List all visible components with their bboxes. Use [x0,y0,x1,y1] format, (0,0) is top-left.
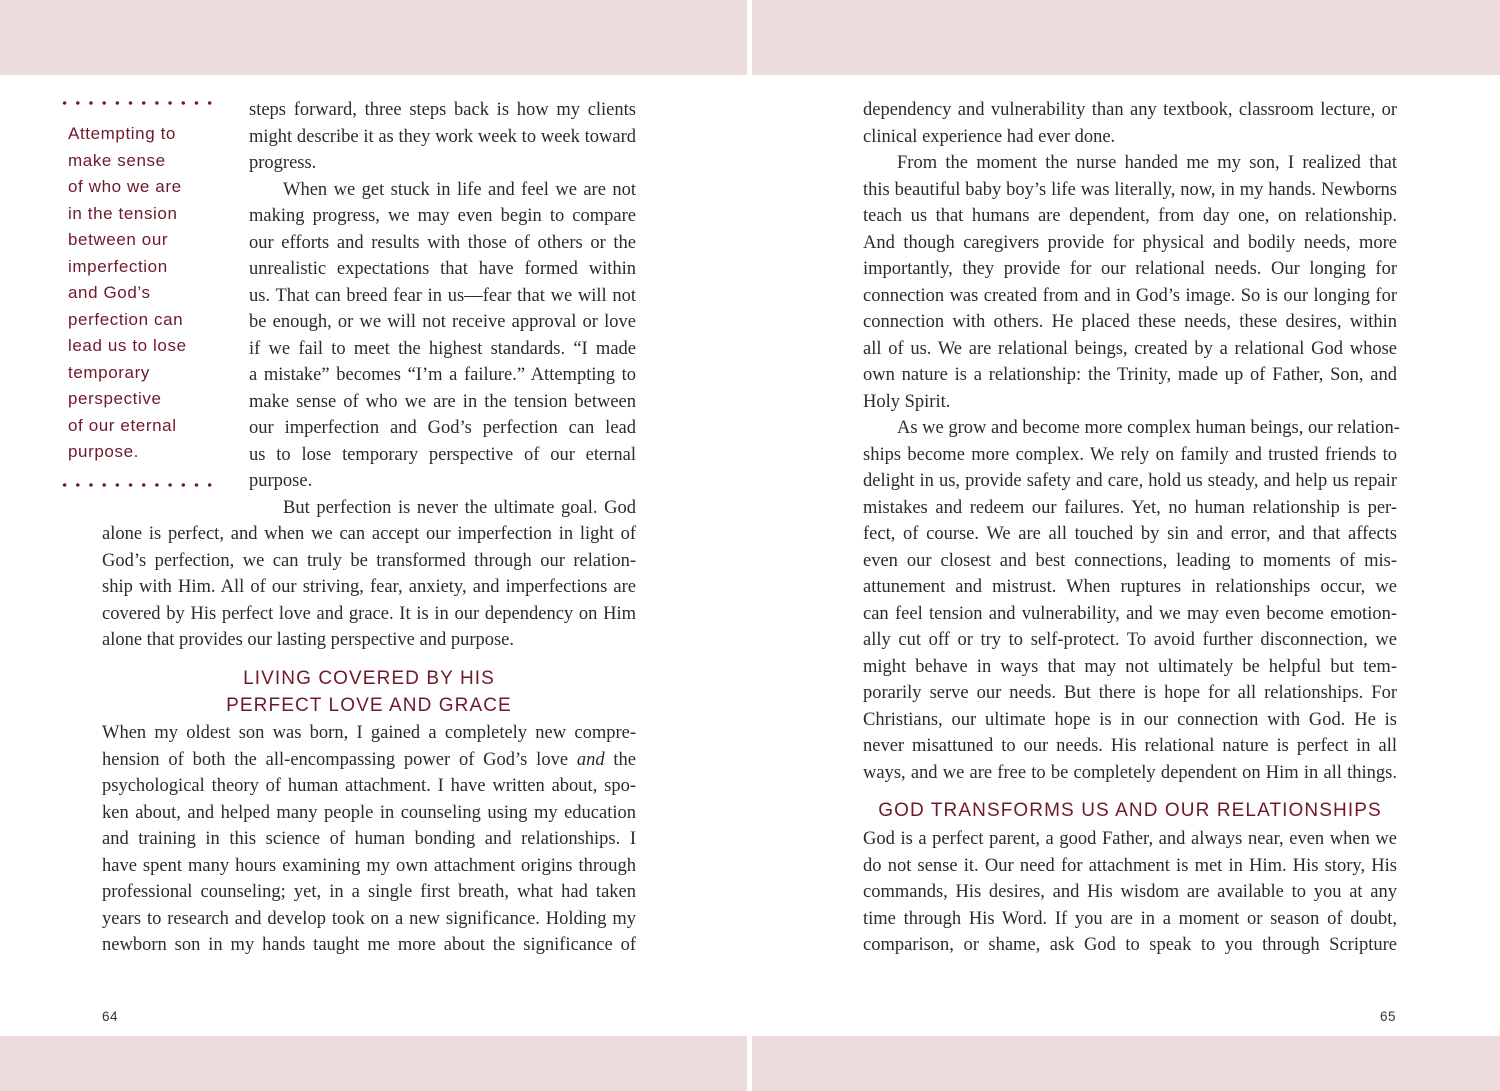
section-heading: LIVING COVERED BY HIS [243,668,495,689]
italic-emphasis: and [576,749,605,770]
body-line: clinical experience had ever done. [863,126,1116,147]
body-line: own nature is a relationship: the Trinity, made up of Father, Son, and [863,365,1397,385]
body-line: And though caregivers provide for physical and bodily needs, more [863,232,1397,253]
body-line: ships become more complex. We rely on family and trusted friends to [863,444,1397,465]
body-line: ship with Him. All of our striving, fear, anxiety, and imperfections are [102,577,636,597]
body-line-text: the [613,749,637,770]
body-line: do not sense it. Our need for attachment is met in Him. His story, His [863,855,1397,876]
body-line: ways, and we are free to be completely dependent on Him in all things. [863,762,1397,783]
pull-quote-line: make sense [68,150,166,170]
body-line: even our closest and best connections, leading to moments of mis- [863,550,1397,571]
body-line: commands, His desires, and His wisdom are available to you at any [863,882,1397,902]
pull-quote-line: and God’s [68,283,151,302]
body-line: making progress, we may even begin to compare [249,206,636,226]
section-heading: GOD TRANSFORMS US AND OUR RELATIONSHIPS [878,800,1382,821]
body-line: unrealistic expectations that have formed within [249,259,636,279]
body-line: As we grow and become more complex human beings, our relation- [897,418,1400,438]
pull-quote-line: between our [68,230,169,249]
body-line: teach us that humans are dependent, from day one, on relationship. [863,206,1397,226]
body-line: alone that provides our lasting perspective and purpose. [102,630,515,650]
body-line: Holy Spirit. [863,391,951,412]
body-line: if we fail to meet the highest standards. “I made [249,338,636,359]
pull-quote-top-dots [58,100,220,106]
page-number: 65 [1380,1009,1397,1024]
body-line [102,747,636,774]
page-gutter [747,0,752,1091]
body-line: this beautiful baby boy’s life was literally, now, in my hands. Newborns [863,179,1397,200]
body-line: comparison, or shame, ask God to speak to you through Scripture [863,935,1397,955]
body-line: time through His Word. If you are in a moment or season of doubt, [863,908,1397,929]
pull-quote-line: in the tension [68,203,178,223]
body-line: But perfection is never the ultimate goal. God [283,497,636,518]
body-line: ken about, and helped many people in counseling using my education [102,802,636,823]
body-line: years to research and develop took on a new significance. Holding my [102,908,636,929]
body-line: God is a perfect parent, a good Father, and always near, even when we [863,829,1397,849]
pull-quote-line: of who we are [68,177,182,196]
body-line: importantly, they provide for our relational needs. Our longing for [863,259,1397,279]
body-line: psychological theory of human attachment. I have written about, spo- [102,776,636,796]
body-line: alone is perfect, and when we can accept our imperfection in light of [102,524,636,544]
body-line: attunement and mistrust. When ruptures in relationships occur, we [863,577,1397,597]
body-line: all of us. We are relational beings, created by a relational God whose [863,338,1397,359]
body-line: have spent many hours examining my own attachment origins through [102,855,636,876]
body-line: us to lose temporary perspective of our eternal [249,444,636,465]
pull-quote-line: lead us to lose [68,336,187,355]
body-line: and training in this science of human bonding and relationships. I [102,829,636,849]
body-line: progress. [249,153,317,173]
pull-quote-bottom-dots [58,482,220,488]
body-line: be enough, or we will not receive approval or love [249,312,636,332]
body-line: purpose. [249,471,313,491]
body-line: dependency and vulnerability than any textbook, classroom lecture, or [863,100,1397,120]
body-line: fect, of course. We are all touched by sin and error, and that affects [863,524,1397,544]
body-line: mistakes and redeem our failures. Yet, no human relationship is per- [863,497,1397,518]
pull-quote-line: of our eternal [68,415,177,435]
body-line: steps forward, three steps back is how my clients [249,100,636,120]
body-line: our imperfection and God’s perfection can lead [249,418,636,438]
pull-quote-line: Attempting to [68,124,176,143]
body-line: us. That can breed fear in us—fear that we will not [249,285,636,306]
pull-quote-line: purpose. [68,442,139,461]
body-line: God’s perfection, we can truly be transformed through our relation- [102,550,636,571]
body-line-text: hension of both the all-encompassing power of God’s love [102,749,569,770]
body-line: make sense of who we are in the tension between [249,391,636,412]
body-line: can feel tension and vulnerability, and we may even become emotion- [863,603,1397,624]
pull-quote-line: temporary [68,362,150,382]
body-line: our efforts and results with those of others or the [249,232,636,253]
body-line: newborn son in my hands taught me more about the significance of [102,935,636,955]
body-line: ally cut off or try to self-protect. To avoid further disconnection, we [863,630,1397,650]
body-line: never misattuned to our needs. His relational nature is perfect in all [863,736,1397,756]
body-line: a mistake” becomes “I’m a failure.” Attempting to [249,365,636,385]
body-line: When my oldest son was born, I gained a completely new compre- [102,723,636,743]
section-heading: PERFECT LOVE AND GRACE [226,694,512,716]
pull-quote-line: imperfection [68,256,168,276]
body-line: From the moment the nurse handed me my son, I realized that [897,153,1397,173]
body-line: porarily serve our needs. But there is hope for all relationships. For [863,683,1397,703]
body-line: When we get stuck in life and feel we are not [283,179,636,200]
page-number: 64 [102,1009,119,1024]
body-line: connection with others. He placed these needs, these desires, within [863,312,1397,332]
body-line: might describe it as they work week to week toward [249,126,636,147]
body-line: might behave in ways that may not ultimately be helpful but tem- [863,656,1397,677]
body-line: connection was created from and in God’s image. So is our longing for [863,285,1397,306]
body-line: covered by His perfect love and grace. It is in our dependency on Him [102,603,636,624]
body-line: delight in us, provide safety and care, hold us steady, and help us repair [863,471,1397,491]
body-line: professional counseling; yet, in a single first breath, what had taken [102,882,636,902]
pull-quote-line: perspective [68,389,162,408]
body-line: Christians, our ultimate hope is in our connection with God. He is [863,709,1397,730]
pull-quote-line: perfection can [68,309,184,329]
